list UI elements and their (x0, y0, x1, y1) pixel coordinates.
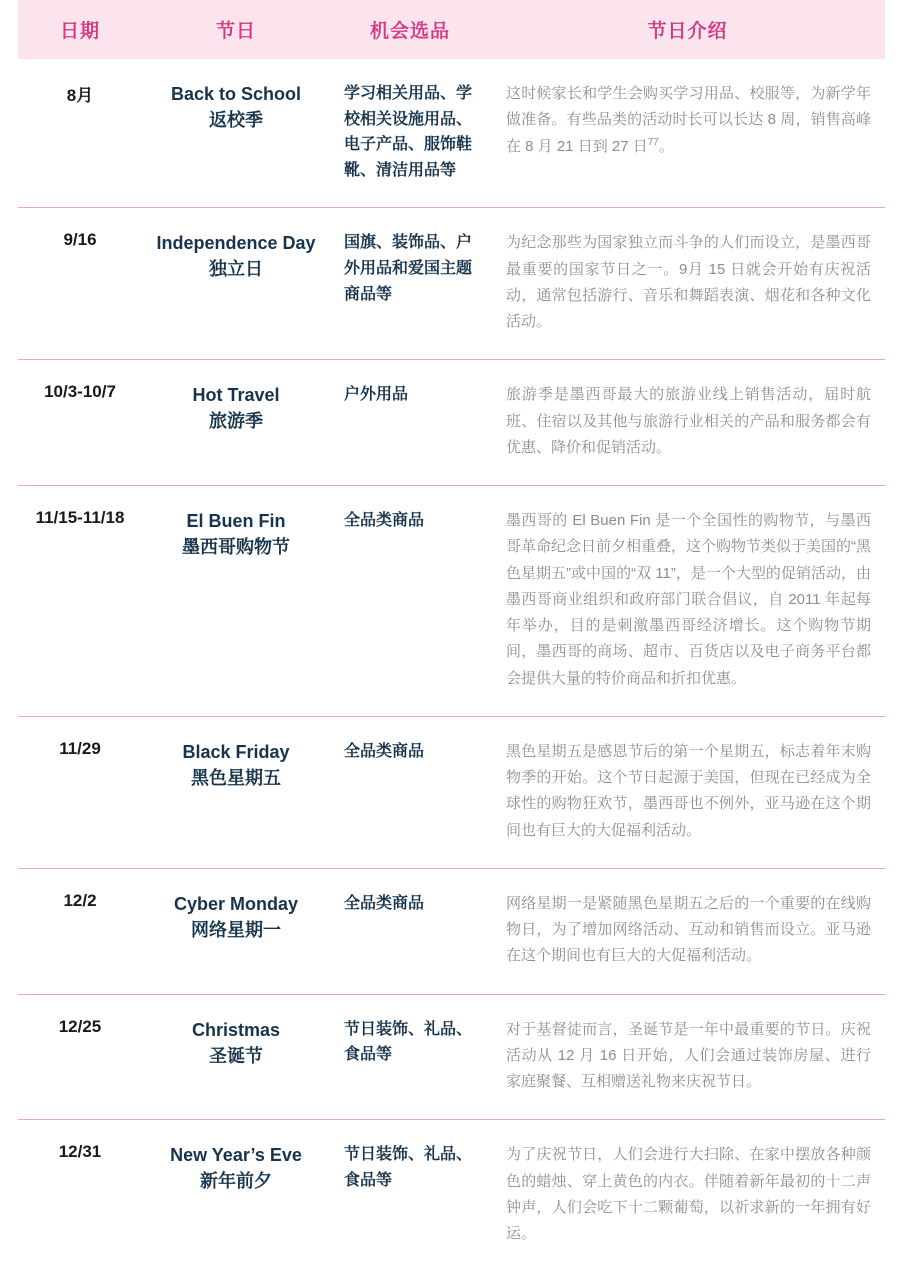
table-row (18, 1120, 885, 1271)
description-tail: 。 (658, 137, 674, 155)
description-text: 这时候家长和学生会购买学习用品、校服等，为新学年做准备。有些品类的活动时长可以长达 8 周，销售高峰在 8 月 21 日到 27 日 (506, 85, 871, 155)
holiday-name-cn: 网络星期一 (191, 919, 281, 940)
cell-holiday (142, 994, 330, 1120)
cell-date: 9/16 (63, 230, 97, 250)
holiday-name-en: Christmas (191, 1019, 281, 1040)
footnote-marker: 77 (647, 136, 659, 148)
holiday-name-cn: 旅游季 (209, 411, 263, 432)
cell-holiday (142, 486, 330, 717)
cell-picks: 学习相关用品、学校相关设施用品、电子产品、服饰鞋靴、清洁用品等 (344, 85, 473, 179)
cell-holiday (142, 1120, 330, 1271)
cell-holiday (142, 59, 330, 208)
cell-date: 11/29 (59, 738, 101, 758)
table-row (18, 868, 885, 994)
cell-description: 对于基督徒而言，圣诞节是一年中最重要的节日。庆祝活动从 12 月 16 日开始，人们会通过装饰房屋、进行家庭聚餐、互相赠送礼物来庆祝节日。 (506, 1020, 871, 1091)
table-row (18, 486, 885, 717)
cell-description: 为了庆祝节日，人们会进行大扫除、在家中摆放各种颜色的蜡烛、穿上黄色的内衣。伴随着新年最初的十二声钟声，人们会吃下十二颗葡萄，以祈求新的一年拥有好运。 (506, 1146, 871, 1243)
cell-holiday (142, 868, 330, 994)
cell-description: 旅游季是墨西哥最大的旅游业线上销售活动，届时航班、住宿以及其他与旅游行业相关的产品和服务都会有优惠、降价和促销活动。 (506, 386, 871, 456)
cell-holiday (142, 716, 330, 868)
holiday-name-en: El Buen Fin (186, 511, 286, 532)
table-row (18, 59, 885, 208)
holiday-name-cn: 独立日 (209, 259, 263, 280)
cell-picks: 全品类商品 (344, 512, 425, 530)
holiday-name-cn: 黑色星期五 (191, 767, 281, 788)
holiday-name-cn: 新年前夕 (200, 1171, 272, 1192)
table-row (18, 716, 885, 868)
holiday-name-en: Back to School (170, 84, 302, 104)
cell-picks: 节日装饰、礼品、食品等 (344, 1020, 473, 1064)
cell-date: 11/15-11/18 (35, 508, 125, 528)
cell-holiday (142, 208, 330, 360)
holiday-name-cn: 墨西哥购物节 (182, 537, 290, 558)
table-row (18, 208, 885, 360)
holiday-name-en: Independence Day (156, 233, 316, 254)
column-header-holiday: 节日 (142, 0, 330, 59)
table-body (18, 59, 885, 1271)
holiday-name-cn: 返校季 (209, 110, 263, 131)
table-header-row (18, 0, 885, 59)
holiday-name-cn: 圣诞节 (209, 1045, 263, 1066)
cell-description: 黑色星期五是感恩节后的第一个星期五，标志着年末购物季的开始。这个节日起源于美国，但现在已经成为全球性的购物狂欢节，墨西哥也不例外，亚马逊在这个期间也有巨大的大促福利活动。 (506, 742, 871, 839)
cell-date: 12/25 (58, 1016, 102, 1036)
cell-date: 8月 (66, 86, 94, 105)
cell-picks: 全品类商品 (344, 894, 425, 912)
holiday-name-en: Hot Travel (192, 385, 280, 406)
holiday-calendar-table (18, 0, 885, 1271)
holiday-name-en: Black Friday (182, 741, 290, 762)
cell-picks: 国旗、装饰品、户外用品和爱国主题商品等 (344, 234, 473, 303)
cell-description (490, 59, 885, 208)
cell-description: 为纪念那些为国家独立而斗争的人们而设立，是墨西哥最重要的国家节日之一。9月 15 日就会开始有庆祝活动，通常包括游行、音乐和舞蹈表演、烟花和各种文化活动。 (506, 234, 871, 331)
cell-date: 12/31 (58, 1142, 102, 1162)
holiday-name-en: New Year’s Eve (170, 1145, 302, 1166)
column-header-description: 节日介绍 (490, 0, 885, 59)
cell-picks: 户外用品 (344, 386, 409, 404)
cell-date: 12/2 (63, 890, 97, 910)
cell-picks: 全品类商品 (344, 742, 425, 760)
column-header-date: 日期 (18, 0, 142, 59)
cell-holiday (142, 360, 330, 486)
cell-description: 网络星期一是紧随黑色星期五之后的一个重要的在线购物日，为了增加网络活动、互动和销售而设立。亚马逊在这个期间也有巨大的大促福利活动。 (506, 894, 871, 965)
table-row (18, 360, 885, 486)
cell-description: 墨西哥的 El Buen Fin 是一个全国性的购物节，与墨西哥革命纪念日前夕相重叠，这个购物节类似于美国的“黑色星期五”或中国的“双 11”，是一个大型的促销活动，由墨西哥商业组织和政府部门联合倡议，自 2011 年起每年举办，目的是刺激墨西哥经济增长。这个购物节期间，墨西哥的商场、超市、百货店以及电子商务平台都会提供大量的特价商品和折扣优惠。 (506, 512, 871, 687)
table-header (18, 0, 885, 59)
cell-date: 10/3-10/7 (44, 382, 116, 402)
holiday-name-en: Cyber Monday (173, 893, 299, 914)
cell-picks: 节日装饰、礼品、食品等 (344, 1146, 473, 1189)
column-header-picks: 机会选品 (330, 0, 490, 59)
table-row (18, 994, 885, 1120)
